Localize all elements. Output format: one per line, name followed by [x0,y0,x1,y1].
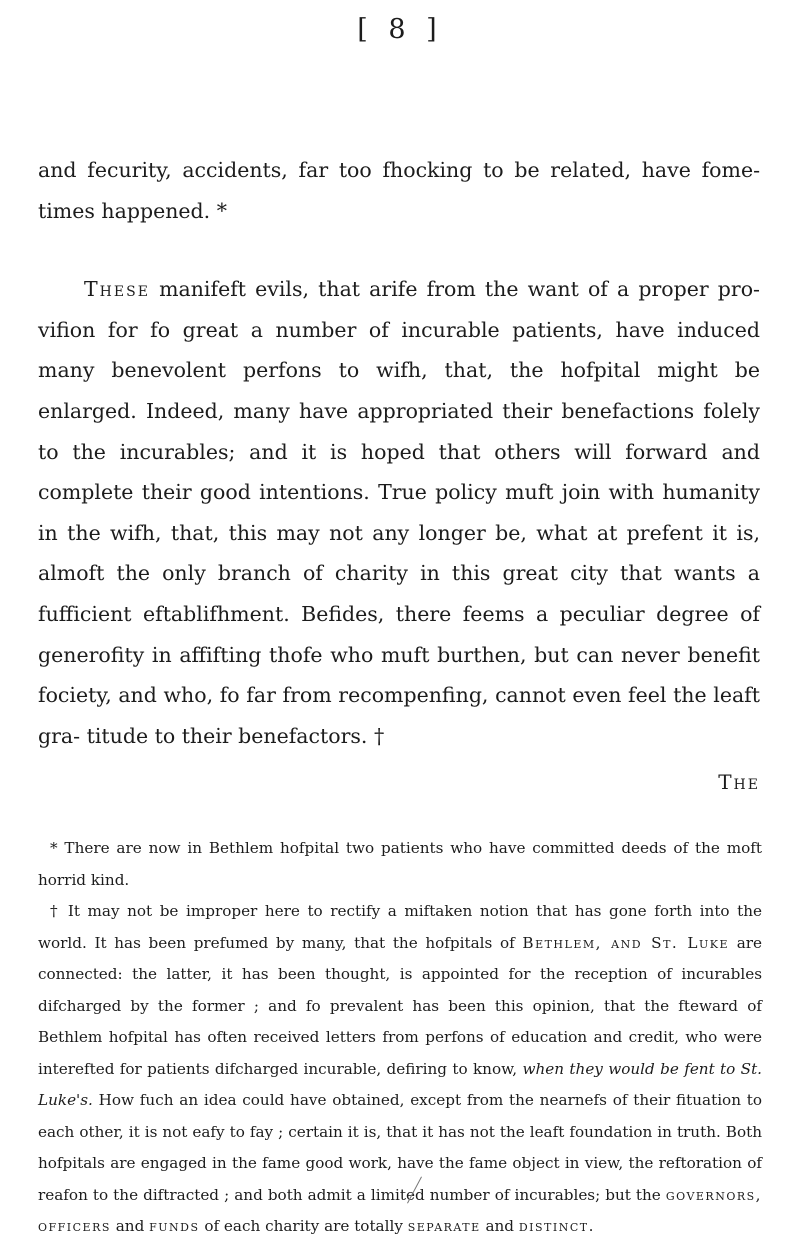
paragraph-1: and fecurity, accidents, far too fhocking to be related, have fome- times happened. * [38,158,760,223]
footnote-2-distinct: distinct. [518,1217,595,1235]
footnote-2-separate: separate [407,1217,481,1235]
paragraph-2-body: manifeft evils, that arife from the want of a proper pro- vifion for fo great a number of incurable patients, have induced many benevolent perfons to wifh, that, the hofpital might be enlarged. Indeed, many have appropriated their benefactions folely to the incurables; and it is hoped that others will forward and complete their good intentions. True policy muft join with humanity in the wifh, that, this may not any longer be, what at prefent it is, almoft the only branch of charity in this great city that wants a fufficient eftablifhment. Befides, there feems a peculiar degree of generofity in affifting thofe who muft burthen, but can never benefit fociety, and who, fo far from recompenfing, cannot even feel the leaft gra- titude to their benefactors. † [38,277,760,748]
footnote-2-hospitals: Bethlem, and St. Luke [522,933,730,952]
footnote-2-part-3: How fuch an idea could have obtained, except from the nearnefs of their fituation to each other, it is not eafy to fay ; certain it is, that it has not the leaft foundation in truth. Both hofpitals are engaged in the fame good work, have the fame object in view, the reftoration of reafon to the diftracted ; and both admit a limited number of incurables; but the [38,1091,763,1204]
footnote-1: * There are now in Bethlem hofpital two patients who have committed deeds of the moft horrid kind. [38,839,762,889]
footnote-2-part-4: and [115,1217,145,1235]
footnote-2-part-5: of each charity are totally [204,1217,403,1235]
paragraph-2-lead: These [84,277,150,302]
paragraph-2 [38,269,760,756]
footnote-2-part-6: and [485,1217,515,1235]
page-number: [ 8 ] [357,14,443,45]
footnote-2-part-1: † It may not be improper here to rectify a miftaken notion that has gone forth into the world. It has been prefumed by many, that the hofpitals of [38,902,762,952]
footnote-2-part-2: are connected: the latter, it has been thought, is appointed for the reception of incurables difcharged by the former ; and fo prevalent has been this opinion, that the fteward of Bethlem hofpital has often received letters from perfons of education and credit, who were interefted for patients difcharged incurable, defiring to know, [38,933,763,1078]
catchword: The [718,770,760,794]
footnotes [38,833,762,1243]
footnote-2-governors: governors, officers [38,1185,763,1235]
main-text [38,150,760,756]
footnote-2 [38,896,762,1243]
footnote-2-italic-quote: when they would be fent to St. Luke's. [38,1059,763,1109]
footnote-2-funds: funds [149,1217,200,1235]
